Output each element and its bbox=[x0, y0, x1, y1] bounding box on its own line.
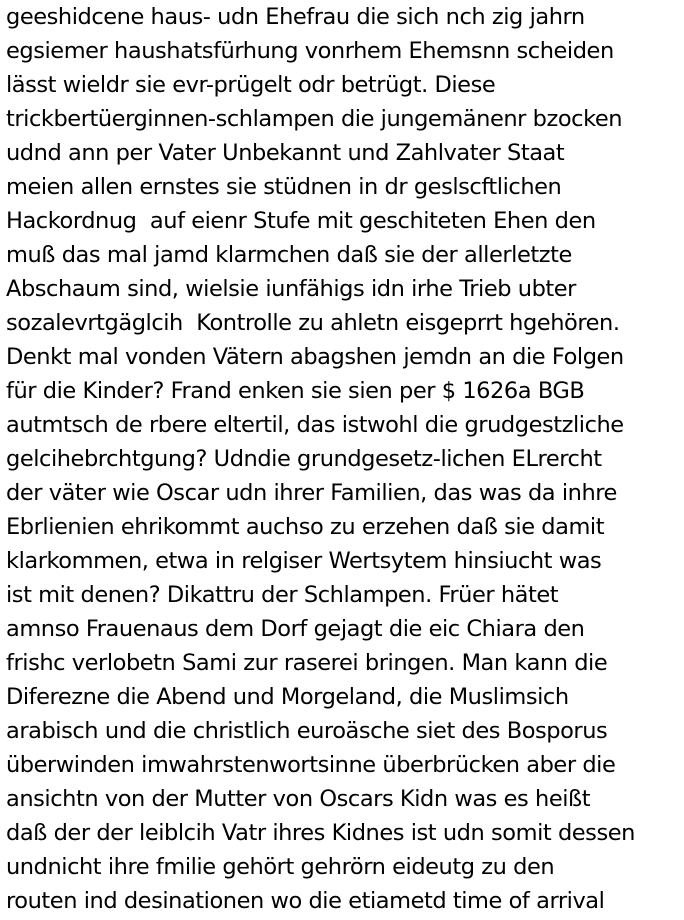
text-line: amnso Frauenaus dem Dorf gejagt die eic Chiara den bbox=[6, 616, 585, 642]
document-body bbox=[6, 0, 684, 918]
text-line: arabisch und die christlich euroäsche siet des Bosporus bbox=[6, 718, 608, 744]
text-line: überwinden imwahrstenwortsinne überbrücken aber die bbox=[6, 752, 616, 778]
text-line: Hackordnug auf eienr Stufe mit geschiteten Ehen den bbox=[6, 208, 596, 234]
text-line: muß das mal jamd klarmchen daß sie der allerletzte bbox=[6, 242, 572, 268]
text-line: meien allen ernstes sie stüdnen in dr geslscftlichen bbox=[6, 174, 562, 200]
text-line: ist mit denen? Dikattru der Schlampen. Früer hätet bbox=[6, 582, 559, 608]
text-line: lässt wieldr sie evr-prügelt odr betrügt. Diese bbox=[6, 72, 496, 98]
text-line: klarkommen, etwa in relgiser Wertsytem hinsiucht was bbox=[6, 548, 602, 574]
text-line: frishc verlobetn Sami zur raserei bringen. Man kann die bbox=[6, 650, 608, 676]
text-line: ansichtn von der Mutter von Oscars Kidn was es heißt bbox=[6, 786, 591, 812]
text-line: daß der der leiblcih Vatr ihres Kidnes ist udn somit dessen bbox=[6, 820, 635, 846]
text-line: autmtsch de rbere eltertil, das istwohl die grudgestzliche bbox=[6, 412, 624, 438]
text-line: geeshidcene haus- udn Ehefrau die sich nch zig jahrn bbox=[6, 4, 585, 30]
text-line: Denkt mal vonden Vätern abagshen jemdn an die Folgen bbox=[6, 344, 624, 370]
text-line: Ebrlienien ehrikommt auchso zu erzehen daß sie damit bbox=[6, 514, 605, 540]
text-line: routen ind desinationen wo die etiametd time of arrival bbox=[6, 888, 605, 914]
text-line: der väter wie Oscar udn ihrer Familien, das was da inhre bbox=[6, 480, 617, 506]
text-line: undnicht ihre fmilie gehört gehrörn eideutg zu den bbox=[6, 854, 555, 880]
text-line: udnd ann per Vater Unbekannt und Zahlvater Staat bbox=[6, 140, 565, 166]
text-line: egsiemer haushatsfürhung vonrhem Ehemsnn scheiden bbox=[6, 38, 614, 64]
text-line: für die Kinder? Frand enken sie sien per $ 1626a BGB bbox=[6, 378, 585, 404]
text-line: Abschaum sind, wielsie iunfähigs idn irhe Trieb ubter bbox=[6, 276, 576, 302]
text-line: gelcihebrchtgung? Udndie grundgesetz-lichen ELrercht bbox=[6, 446, 602, 472]
text-line: sozalevrtgäglcih Kontrolle zu ahletn eisgeprrt hgehören. bbox=[6, 310, 620, 336]
text-line: Diferezne die Abend und Morgeland, die Muslimsich bbox=[6, 684, 569, 710]
text-line: trickbertüerginnen-schlampen die jungemänenr bzocken bbox=[6, 106, 623, 132]
